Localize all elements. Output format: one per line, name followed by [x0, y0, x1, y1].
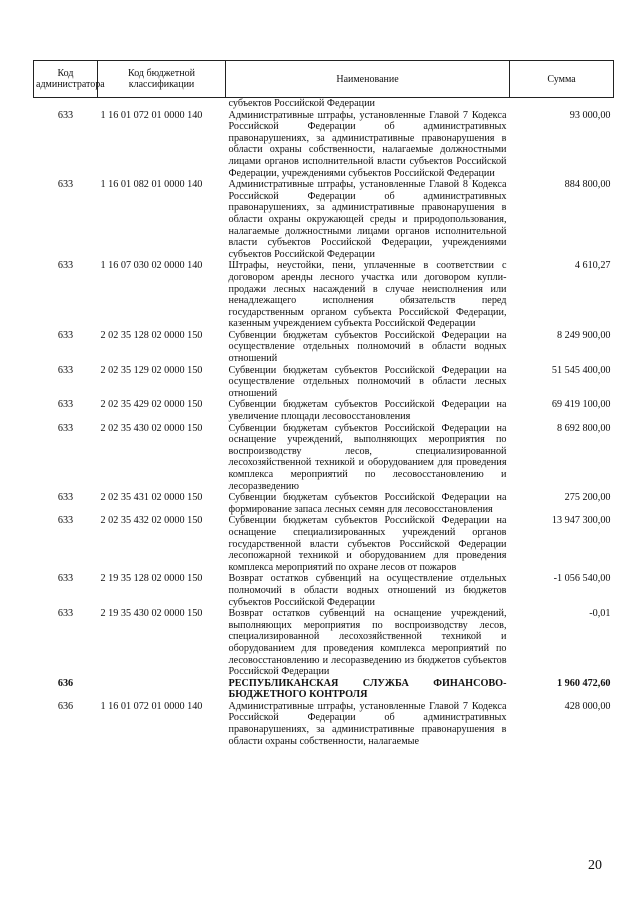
table-row	[34, 701, 614, 747]
table-row	[34, 423, 614, 493]
row-sum: 275 200,00	[564, 492, 611, 504]
row-admin-code: 633	[57, 260, 74, 272]
row-name: Субвенции бюджетам субъектов Российской Федерации на осуществление отдельных полномочий в области водных отношений	[228, 329, 507, 365]
row-sum: 69 419 100,00	[551, 399, 611, 411]
row-name: Административные штрафы, установленные Главой 8 Кодекса Российской Федерации об административных правонарушениях, за административные правонарушения в области охраны окружающей среды и природопользования, налагаемые должностными лицами органов исполнительной власти субъектов Российской Федерации, учреждениями субъектов Российской Федерации	[228, 179, 507, 260]
row-sum: 884 800,00	[564, 179, 611, 191]
row-name: Субвенции бюджетам субъектов Российской Федерации на осуществление отдельных полномочий в области лесных отношений	[228, 364, 507, 399]
row-kbk-code: 2 02 35 129 02 0000 150	[100, 364, 203, 376]
row-kbk-code: 2 02 35 430 02 0000 150	[100, 422, 203, 434]
page-number: 20	[588, 858, 602, 873]
row-kbk-code	[98, 678, 226, 701]
header-name: Наименование	[226, 61, 510, 98]
row-sum: 4 610,27	[574, 260, 611, 272]
row-admin-code: 633	[57, 364, 74, 376]
row-admin-code	[34, 98, 98, 110]
row-admin-code: 633	[57, 109, 74, 121]
row-sum: 8 249 900,00	[557, 329, 611, 341]
row-sum: 8 692 800,00	[557, 422, 611, 434]
row-kbk-code: 1 16 07 030 02 0000 140	[100, 260, 203, 272]
row-sum: 1 960 472,60	[557, 677, 611, 689]
table-row	[34, 330, 614, 365]
row-sum: 93 000,00	[569, 109, 611, 121]
row-admin-code: 633	[57, 515, 74, 527]
table-row	[34, 179, 614, 260]
row-name: Административные штрафы, установленные Главой 7 Кодекса Российской Федерации об административных правонарушениях, за административные правонарушения в области охраны собственности, налагаемые	[228, 700, 507, 747]
table-row	[34, 515, 614, 573]
header-kbk: Код бюджетной классификации	[98, 61, 226, 98]
row-kbk-code: 2 02 35 128 02 0000 150	[100, 329, 203, 341]
row-admin-code: 636	[57, 677, 74, 689]
row-kbk-code: 1 16 01 072 01 0000 140	[100, 700, 203, 712]
row-admin-code: 633	[57, 329, 74, 341]
row-sum: 13 947 300,00	[551, 515, 611, 527]
row-admin-code: 633	[57, 179, 74, 191]
table-body	[34, 98, 614, 748]
row-kbk-code: 2 19 35 430 02 0000 150	[100, 608, 203, 620]
header-sum: Сумма	[510, 61, 614, 98]
row-name: субъектов Российской Федерации	[228, 98, 376, 109]
row-kbk-code	[98, 98, 226, 110]
table-row	[34, 260, 614, 330]
row-sum: 428 000,00	[564, 700, 611, 712]
row-admin-code: 633	[57, 492, 74, 504]
row-name: Административные штрафы, установленные Главой 7 Кодекса Российской Федерации об административных правонарушениях, за административные правонарушения в области охраны собственности, налагаемые должностными лицами органов исполнительной власти субъектов Российской Федерации, учреждениями субъектов Российской Федерации	[228, 109, 507, 179]
row-kbk-code: 2 02 35 431 02 0000 150	[100, 492, 203, 504]
row-admin-code: 636	[57, 700, 74, 712]
row-sum: 51 545 400,00	[551, 364, 611, 376]
row-admin-code: 633	[57, 608, 74, 620]
table-row	[34, 573, 614, 608]
table-row	[34, 608, 614, 678]
table-row	[34, 678, 614, 701]
row-sum: -1 056 540,00	[553, 573, 611, 585]
row-name: Возврат остатков субвенций на осуществление отдельных полномочий в области водных отношений из бюджетов субъектов Российской Федерации	[228, 573, 507, 608]
row-name: РЕСПУБЛИКАНСКАЯ СЛУЖБА ФИНАНСОВО-БЮДЖЕТНОГО КОНТРОЛЯ	[228, 677, 507, 701]
budget-revenue-table	[33, 60, 614, 747]
row-kbk-code: 2 02 35 432 02 0000 150	[100, 515, 203, 527]
row-name: Штрафы, неустойки, пени, уплаченные в соответствии с договором аренды лесного участка или договором купли-продажи лесных насаждений в случае неисполнения или ненадлежащего исполнения обязательств перед государственным органом субъекта Российской Федерации, казенным учреждением субъекта Российской Федерации	[228, 260, 507, 330]
table-row	[34, 492, 614, 515]
row-admin-code: 633	[57, 573, 74, 585]
row-sum: -0,01	[589, 608, 611, 620]
table-header-row	[34, 61, 614, 98]
row-admin-code: 633	[57, 399, 74, 411]
table-row	[34, 110, 614, 180]
row-name: Субвенции бюджетам субъектов Российской Федерации на увеличение площади лесовосстановления	[228, 399, 507, 423]
row-sum	[510, 98, 614, 110]
row-name: Субвенции бюджетам субъектов Российской Федерации на формирование запаса лесных семян для лесовосстановления	[228, 492, 507, 515]
row-kbk-code: 2 02 35 429 02 0000 150	[100, 399, 203, 411]
row-kbk-code: 2 19 35 128 02 0000 150	[100, 573, 203, 585]
row-kbk-code: 1 16 01 072 01 0000 140	[100, 109, 203, 121]
row-kbk-code: 1 16 01 082 01 0000 140	[100, 179, 203, 191]
table-row	[34, 399, 614, 422]
table-row	[34, 98, 614, 110]
row-name: Возврат остатков субвенций на оснащение учреждений, выполняющих мероприятия по воспроизводству лесов, специализированной лесохозяйственной техникой и оборудованием для проведения комплекса мероприятий по лесовосстановлению и лесоразведению из бюджетов субъектов Российской Федерации	[228, 608, 507, 678]
row-admin-code: 633	[57, 422, 74, 434]
row-name: Субвенции бюджетам субъектов Российской Федерации на оснащение учреждений, выполняющих мероприятия по воспроизводству лесов, специализированной лесохозяйственной техникой и оборудованием для проведения комплекса мероприятий по лесовосстановлению и лесоразведению	[228, 422, 507, 492]
table-row	[34, 365, 614, 400]
header-admin-code: Код администратора	[34, 61, 98, 98]
row-name: Субвенции бюджетам субъектов Российской Федерации на оснащение специализированных учреждений органов государственной власти субъектов Российской Федерации лесопожарной техникой и оборудованием для проведения комплекса мероприятий по охране лесов от пожаров	[228, 515, 507, 573]
